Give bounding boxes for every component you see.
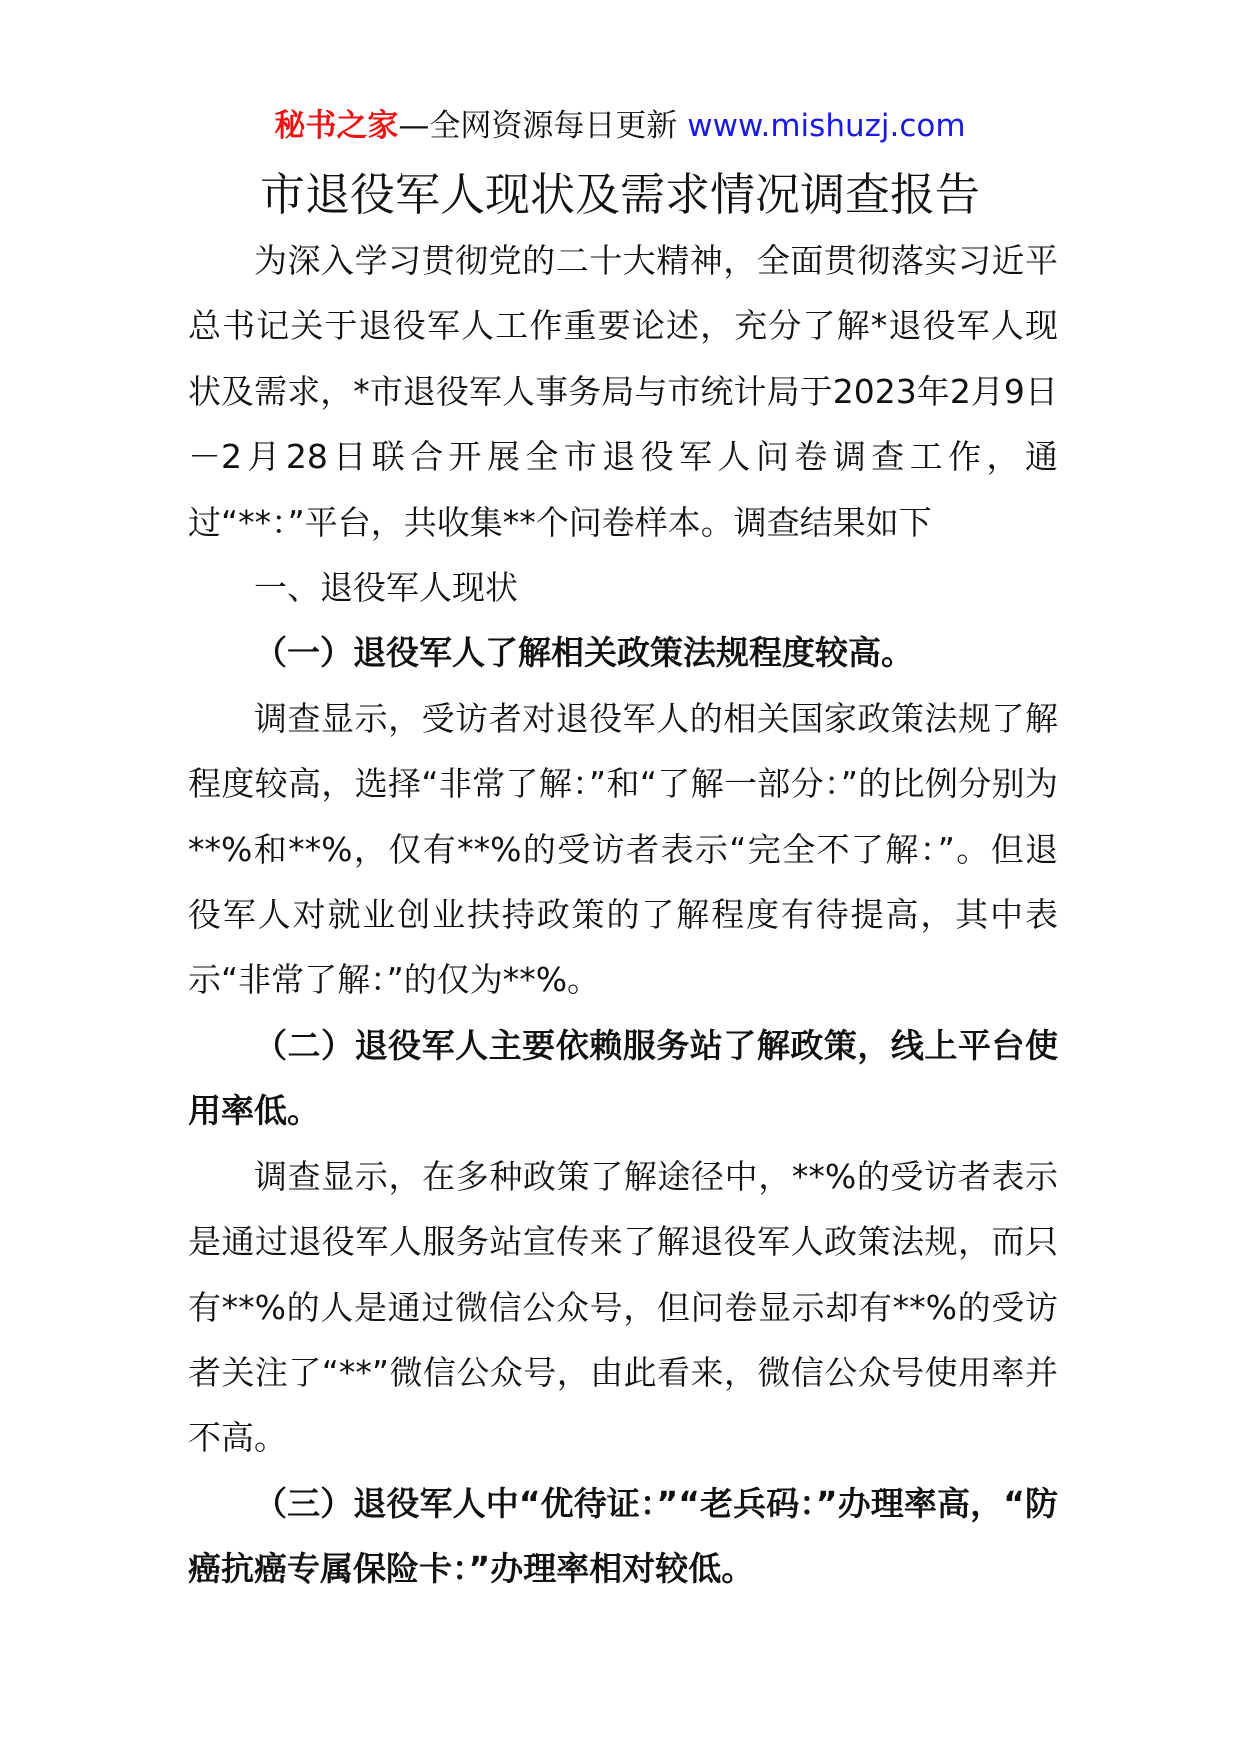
intro-paragraph: 为深入学习贯彻党的二十大精神，全面贯彻落实习近平总书记关于退役军人工作重要论述，充分了解*退役军人现状及需求，*市退役军人事务局与市统计局于2023年2月9日－2月28日联合开展全市退役军人问卷调查工作，通过“**：”平台，共收集**个问卷样本。调查结果如下 [188, 241, 1058, 542]
site-banner [0, 104, 1240, 148]
banner-slogan: —全网资源每日更新 [398, 108, 678, 144]
body-paragraph: 调查显示，受访者对退役军人的相关国家政策法规了解程度较高，选择“非常了解：”和“了解一部分：”的比例分别为**%和**%，仅有**%的受访者表示“完全不了解：”。但退役军人对就业创业扶持政策的了解程度有待提高，其中表示“非常了解：”的仅为**%。 [188, 698, 1058, 1000]
subsection-heading: （三）退役军人中“优待证：”“老兵码：”办理率高，“防癌抗癌专属保险卡：”办理率相对较低。 [188, 1483, 1058, 1589]
document-body [188, 228, 1058, 1602]
subsection-heading: （二）退役军人主要依赖服务站了解政策，线上平台使用率低。 [188, 1025, 1058, 1131]
banner-brand: 秘书之家 [274, 108, 399, 144]
document-title: 市退役军人现状及需求情况调查报告 [259, 168, 980, 221]
section-heading: 一、退役军人现状 [254, 568, 518, 608]
banner-url: www.mishuzj.com [687, 108, 966, 144]
subsection-heading: （一）退役军人了解相关政策法规程度较高。 [254, 633, 914, 673]
body-paragraph: 调查显示，在多种政策了解途径中，**%的受访者表示是通过退役军人服务站宣传来了解退役军人政策法规，而只有**%的人是通过微信公众号，但问卷显示却有**%的受访者关注了“**”微信公众号，由此看来，微信公众号使用率并不高。 [188, 1156, 1058, 1458]
